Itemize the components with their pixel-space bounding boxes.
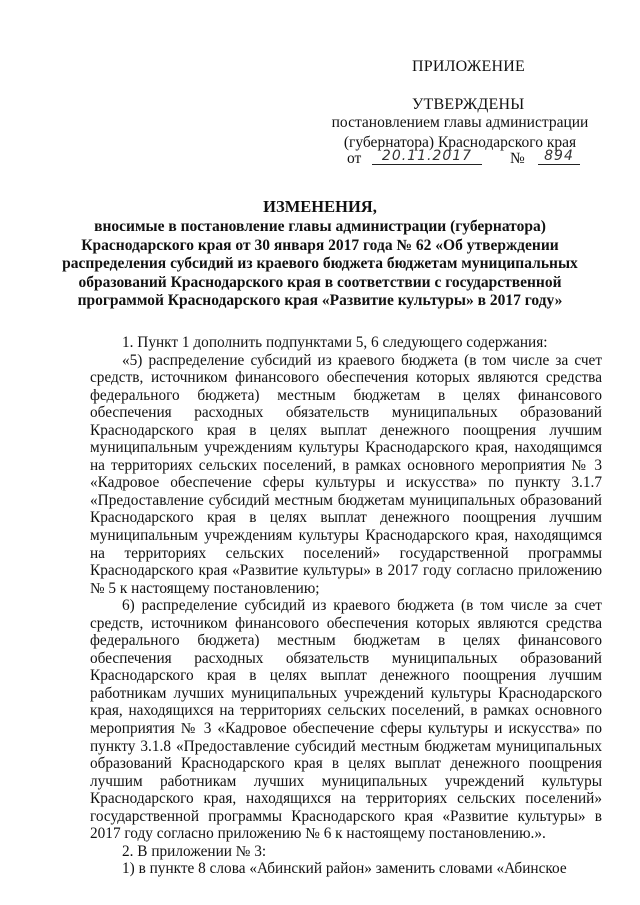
subtitle-line: в соответствии с государственной программой bbox=[77, 273, 562, 310]
subtitle-line: вносимые в постановление главы администрации (губернатора) bbox=[94, 218, 546, 235]
date-prefix: от bbox=[347, 150, 362, 167]
subtitle-line: Краснодарского края «Развитие культуры» в 2017 году» bbox=[167, 292, 563, 310]
document-subtitle bbox=[60, 218, 580, 311]
paragraph-5: 1) в пункте 8 слова «Абинский район» заменить словами «Абинское bbox=[122, 860, 567, 878]
paragraph-2: «5) распределение субсидий из краевого бюджета (в том числе за счет средств, источником финансового обеспечения которых являются средства федерального бюджета) местным бюджетам в целях финансового обеспечения расходных обязательств муниципальных образований Краснодарского края в целях выплат денежного поощрения лучшим муниципальным учреждениям культуры Краснодарского края, находящимся на территориях сельских поселений, в рамках основного мероприятия № 3 «Кадровое обеспечение сферы культуры и искусства» по пункту 3.1.7 «Предоставление субсидий местным бюджетам муниципальных образований Краснодарского края в целях выплат денежного поощрения лучшим муниципальным учреждениям культуры Краснодарского края, находящимся на территориях сельских поселений» государственной программы Краснодарского края «Развитие культуры» в 2017 году согласно приложению № 5 к настоящему постановлению; bbox=[90, 351, 602, 597]
subtitle-line: Краснодарского края от 30 января 2017 года № 62 bbox=[81, 236, 432, 254]
subtitle-line: бюджетам муниципальных образований Краснодарского края bbox=[78, 255, 578, 291]
number-sign: № bbox=[510, 150, 525, 167]
paragraph-1: 1. Пункт 1 дополнить подпунктами 5, 6 следующего содержания: bbox=[122, 334, 548, 351]
handwritten-date: 20.11.2017 bbox=[372, 148, 482, 165]
paragraph-3: 6) распределение субсидий из краевого бюджета (в том числе за счет средств, источником финансового обеспечения которых являются средства федерального бюджета) местным бюджетам в целях финансового обеспечения расходных обязательств муниципальных образований Краснодарского края в целях выплат денежного поощрения лучшим работникам лучших муниципальных учреждений культуры Краснодарского края, находящихся на территориях сельских поселений, в рамках основного мероприятия № 3 «Кадровое обеспечение сферы культуры и искусства» по пункту 3.1.8 «Предоставление субсидий местным бюджетам муниципальных образований Краснодарского края в целях выплат денежного поощрения лучшим работникам лучших муниципальных учреждений культуры Краснодарского края, находящихся на территориях сельских поселений» государственной программы Краснодарского края «Развитие культуры» в 2017 году согласно приложению № 6 к настоящему постановлению.». bbox=[90, 597, 602, 843]
document-body bbox=[90, 334, 602, 878]
subtitle-line: «Об утверждении распределения субсидий из краевого бюджета bbox=[62, 236, 559, 273]
approval-line-1: постановлением главы администрации bbox=[331, 114, 589, 131]
document-title: ИЗМЕНЕНИЯ, bbox=[263, 197, 377, 216]
handwritten-number: 894 bbox=[538, 148, 580, 165]
approval-line-2: (губернатора) Краснодарского края bbox=[343, 134, 577, 151]
appendix-label: ПРИЛОЖЕНИЕ bbox=[412, 58, 526, 75]
paragraph-4: 2. В приложении № 3: bbox=[122, 842, 267, 860]
approved-label: УТВЕРЖДЕНЫ bbox=[412, 96, 525, 113]
